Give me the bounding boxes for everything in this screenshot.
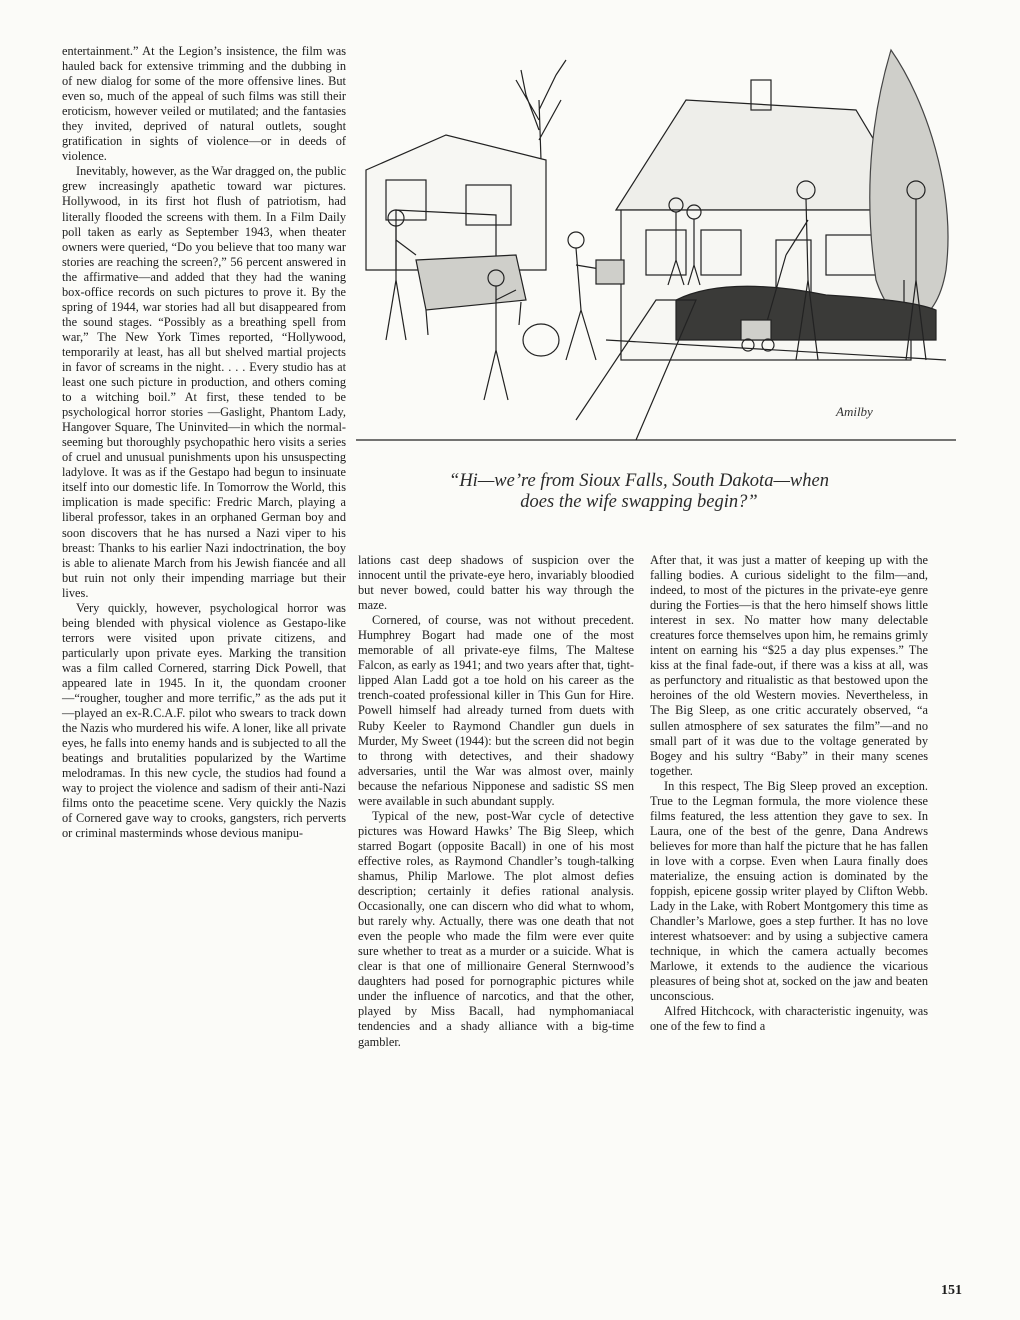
text-column-1 (62, 44, 346, 841)
text-column-2 (358, 553, 634, 1050)
paragraph: In this respect, The Big Sleep proved an exception. True to the Legman formula, the more violence these films featured, the less attention they gave to sex. In Laura, one of the best of the genre, Dana Andrews believes for more than half the picture that he has fallen in love with a corpse. Even when Laura finally does materialize, the ensuing action is dominated by the foppish, epicene gossip writer played by Clifton Webb. Lady in the Lake, with Robert Montgomery this time as Chandler’s Marlowe, goes a step further. It has no love interest whatsoever: and by using a subjective camera technique, in which the camera actually becomes Marlowe, it extends to the audience the vicarious pleasures of being shot at, socked on the jaw and beaten unconscious. (650, 778, 928, 1004)
cartoon-illustration (356, 40, 956, 470)
page-number: 151 (941, 1283, 962, 1298)
paragraph: Very quickly, however, psychological horror was being blended with physical violence as Gestapo-like terrors were visited upon private citizens, and particularly upon private eyes. Marking the transition was a film called Cornered, starring Dick Powell, that appeared late in 1945. In it, the quondam crooner—“rougher, tougher and more terrific,” as the ads put it—played an ex-R.C.A.F. pilot who swears to track down the Nazis who murdered his wife. A loner, like all private eyes, he falls into enemy hands and is subjected to all the beatings and brutalities popularized by the Wartime melodramas. In this new cycle, the studios had found a way to project the violence and sadism of their anti-Nazi films onto the peacetime scene. Very quickly the Nazis of Cornered gave way to crooks, gangsters, rich perverts or criminal masterminds whose devious manipu- (62, 600, 346, 841)
text-column-3 (650, 553, 928, 1035)
paragraph: Cornered, of course, was not without precedent. Humphrey Bogart had made one of the most memorable of all private-eye films, The Maltese Falcon, as early as 1941; and two years after that, tight-lipped Alan Ladd got a toe hold on his career as the trench-coated professional killer in This Gun for Hire. Powell himself had already turned from duets with Ruby Keeler to Raymond Chandler gun duels in Murder, My Sweet (1944): but the screen did not begin to throng with detectives, and their shadowy adversaries, until the War was almost over, mainly because the nefarious Nipponese and sadistic SS men were available in such abundant supply. (358, 613, 634, 808)
paragraph: Typical of the new, post-War cycle of detective pictures was Howard Hawks’ The Big Sleep, which starred Bogart (opposite Bacall) in one of his most effective roles, as Raymond Chandler’s tough-talking shamus, Philip Marlowe. The plot almost defies description; certainly it defies rational analysis. Occasionally, one can discern who did what to whom, but rarely why. Actually, there was one death that not even the people who made the film were ever quite sure whether to treat as a murder or a suicide. What is clear is that one of millionaire General Sternwood’s daughters had posed for pornographic pictures while under the influence of narcotics, and that the other, played by Miss Bacall, had nymphomaniacal tendencies and a shady alliance with a big-time gambler. (358, 808, 634, 1049)
caption-line: does the wife swapping begin?” (520, 492, 758, 512)
caption-line: “Hi—we’re from Sioux Falls, South Dakota—when (449, 471, 829, 491)
paragraph: Inevitably, however, as the War dragged on, the public grew increasingly apathetic toward war pictures. Hollywood, in its first hot flush of patriotism, had literally flooded the screens with them. In a Film Daily poll taken as early as September 1943, when theater owners were queried, “Do you believe that too many war stories are reaching the screen?,” 56 percent answered in the affirmative—and added that they had the waning box-office records on such pictures to prove it. By the spring of 1944, war stories had all but disappeared from the sound stages. “Possibly as a breathing spell from war,” The New York Times reported, “Hollywood, temporarily at least, has all but shelved martial projects in favor of screams in the night. . . . Every studio has at least one such picture in production, and others coming to a witching boil.” At first, these tended to be psychological horror stories —Gaslight, Phantom Lady, Hangover Square, The Uninvited—in which the normal-seeming but thoroughly psychopathic hero visits a series of cruel and unusual punishments upon his unsuspecting ladylove. It was as if the Gestapo had begun to insinuate itself into our domestic life. In Tomorrow the World, this implication is made specific: Fredric March, playing a liberal professor, takes in an orphaned German boy and soon discovers that he has nursed a Nazi viper to his breast: Thanks to his earlier Nazi indoctrination, the boy is able to alienate March from his Jewish fiancée and all but ruin not only their impending marriage but their lives. (62, 164, 346, 600)
paragraph: entertainment.” At the Legion’s insistence, the film was hauled back for extensive trimming and the dubbing in of new dialog for some of the more offensive lines. But even so, much of the appeal of such films was still their eroticism, however veiled or mutilated; and the fantasies they invited, deprived of natural outlets, sought gratification in sights of violence—or in deeds of violence. (62, 44, 346, 164)
paragraph: Alfred Hitchcock, with characteristic ingenuity, was one of the few to find a (650, 1004, 928, 1034)
cartoon-caption (392, 471, 886, 513)
cartoonist-signature: Amilby (836, 404, 873, 419)
paragraph: After that, it was just a matter of keeping up with the falling bodies. A curious sidelight to the film—and, indeed, to most of the pictures in the private-eye genre during the Forties—is that the hero himself shows little interest in sex. No matter how many delectable creatures force themselves upon him, he remains grimly intent on earning his “$25 a day plus expenses.” The kiss at the final fade-out, if there was a kiss at all, was as perfunctory and ritualistic as that bestowed upon the heroines of the old Western movies. Nevertheless, in The Big Sleep, as one critic accurately observed, “a sullen atmosphere of sex saturates the film”—and no small part of it was due to the voltage generated by Bogey and his sultry “Baby” in their many scenes together. (650, 553, 928, 778)
paragraph: lations cast deep shadows of suspicion over the innocent until the private-eye hero, invariably bloodied but never bowed, could batter his way through the maze. (358, 553, 634, 613)
